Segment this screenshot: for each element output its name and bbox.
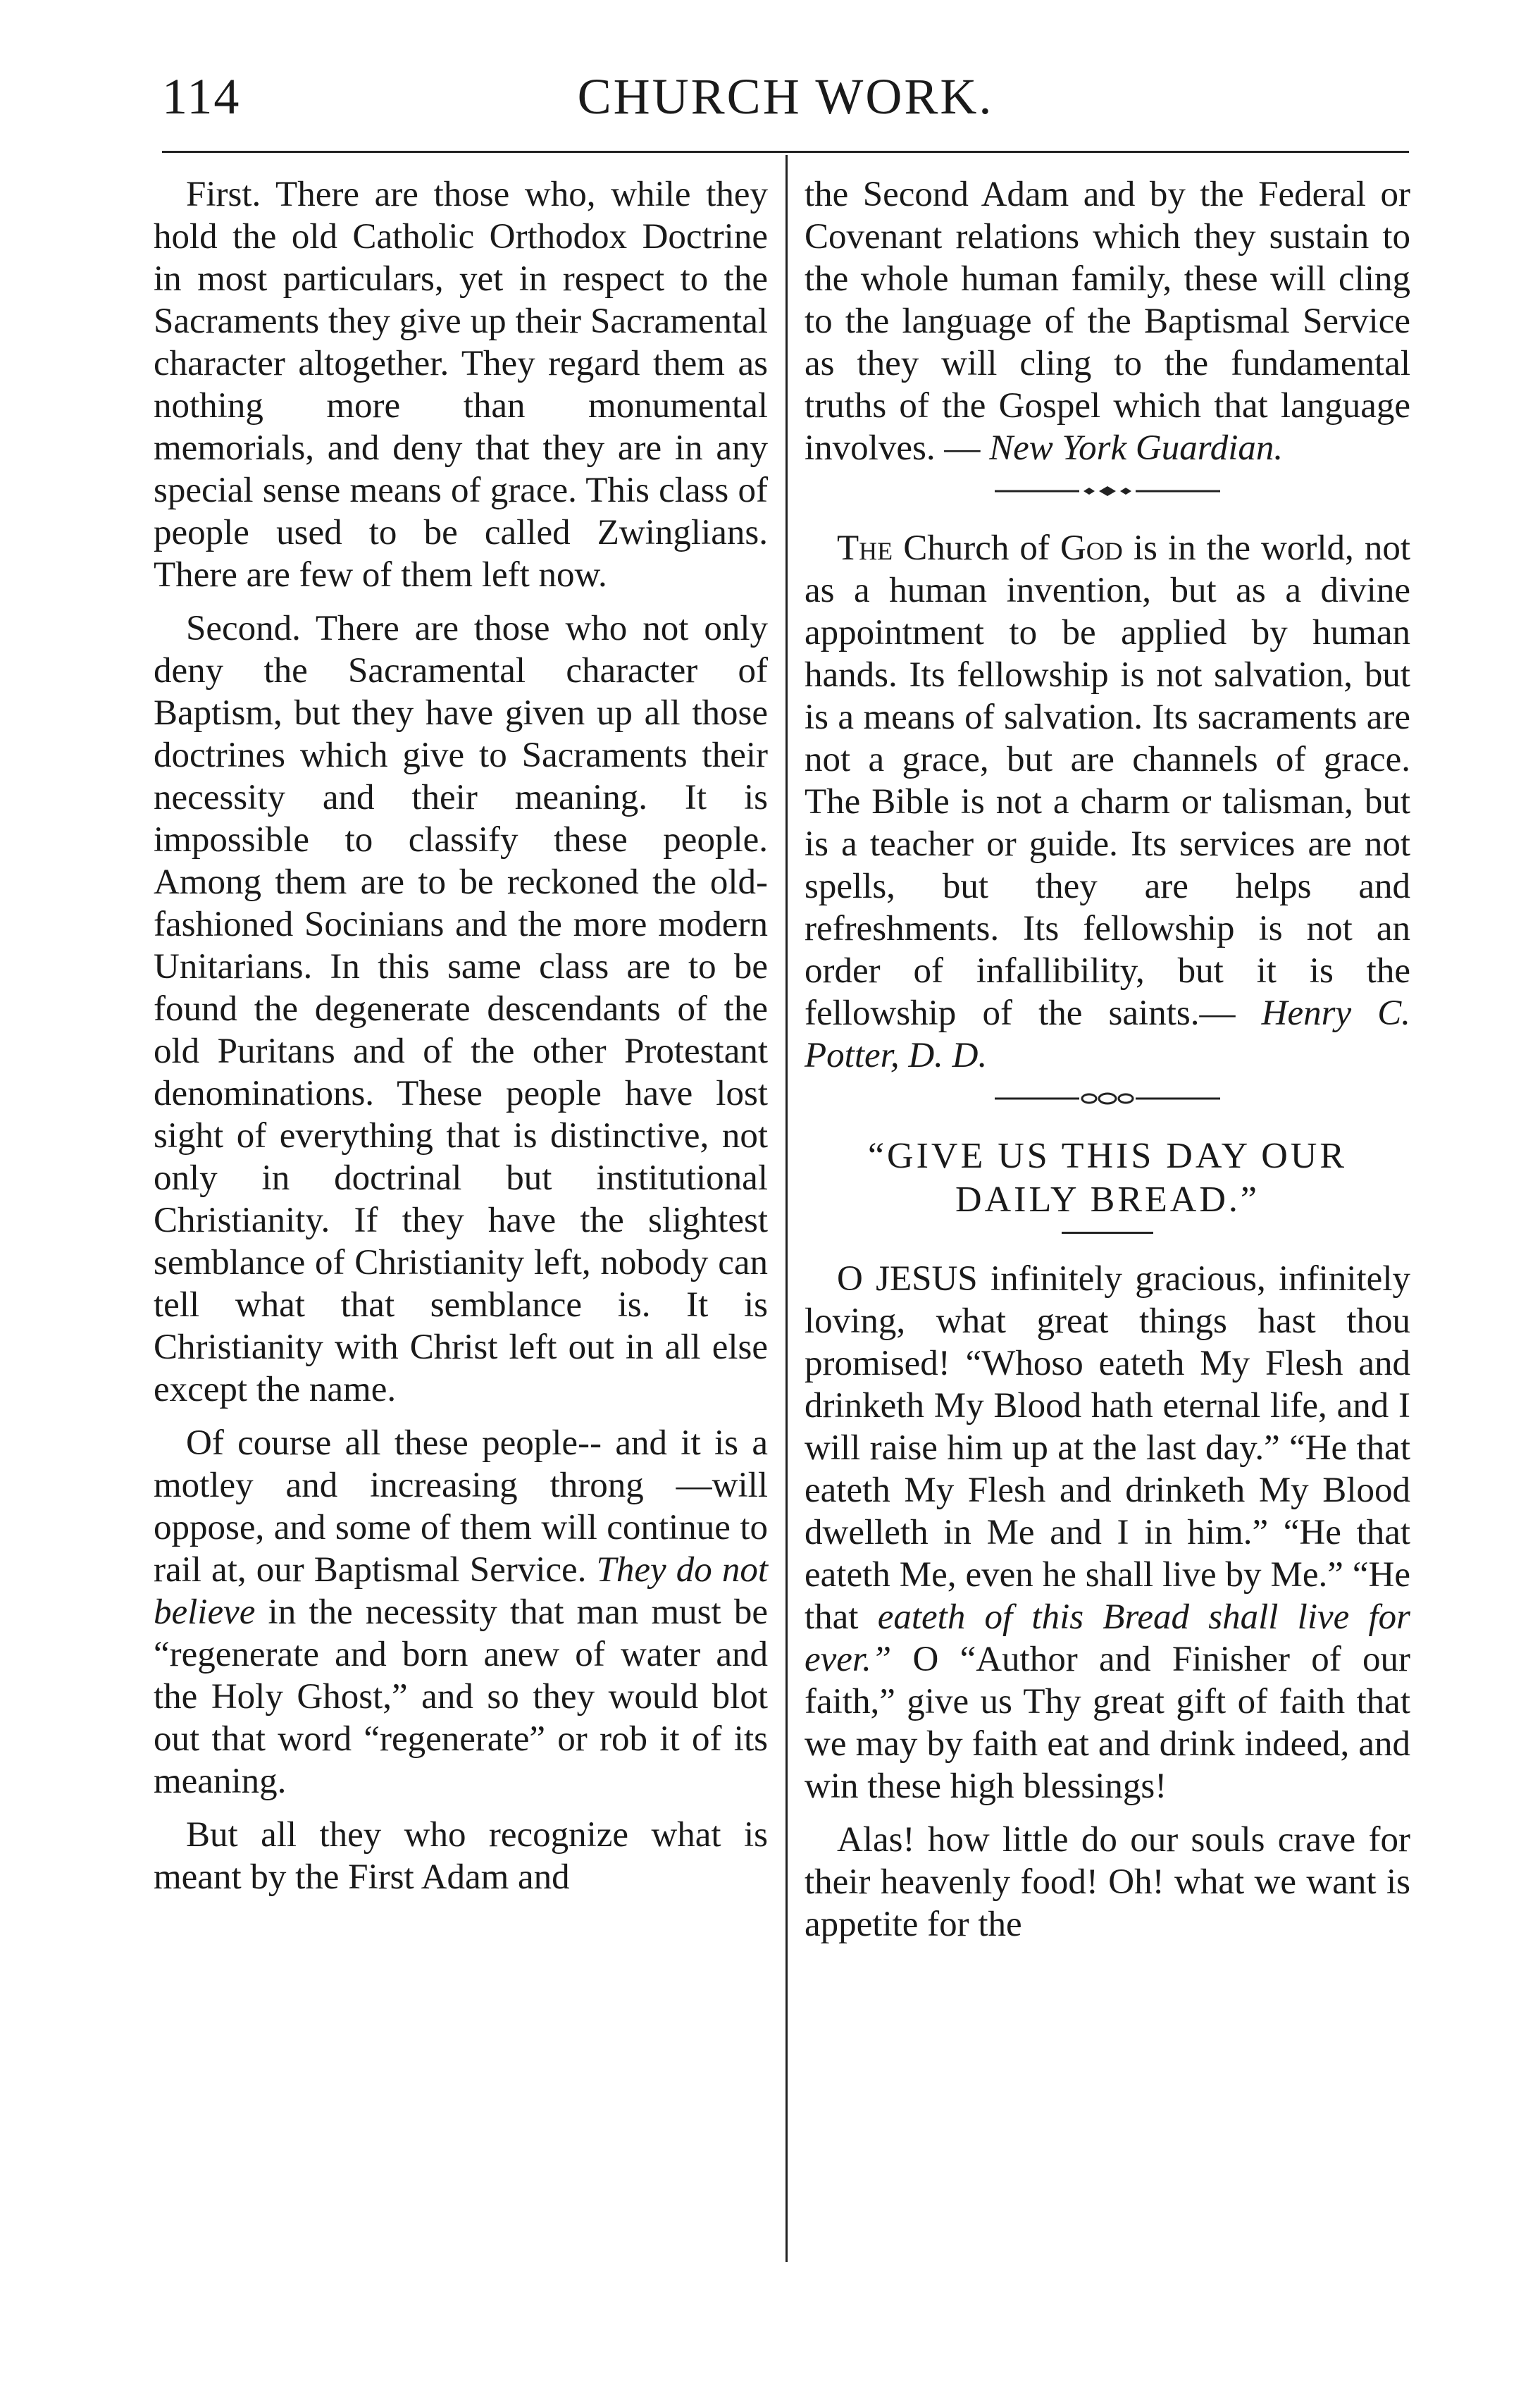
paragraph-second-adam bbox=[805, 173, 1410, 469]
paragraph-church-lead-god: God bbox=[1060, 528, 1123, 568]
section-title-line-1: “GIVE US THIS DAY OUR bbox=[867, 1136, 1348, 1176]
section-ornament-divider-2 bbox=[805, 1088, 1410, 1116]
paragraph-of-course-end: in the necessity that man must be “regenerate and born anew of water and the Holy Ghost,” and so they would blot out that word “regenerate” or rob it of its meaning. bbox=[154, 1593, 768, 1801]
attribution-henry-potter: Henry C. Potter, D. D. bbox=[805, 994, 1411, 1075]
page-number: 114 bbox=[162, 68, 241, 125]
paragraph-church-lead-the: The bbox=[837, 528, 893, 568]
section-title bbox=[805, 1134, 1410, 1222]
header-rule bbox=[162, 151, 1409, 153]
paragraph-of-course-start: Of course all these people-- and it is a motley and increasing throng —will oppose, and some of them will continue to rail at, our Baptismal Service. bbox=[154, 1423, 768, 1590]
short-rule bbox=[1062, 1232, 1153, 1234]
column-divider bbox=[785, 155, 788, 2262]
paragraph-church-lead-church: Church of bbox=[903, 528, 1050, 568]
running-title: CHURCH WORK. bbox=[577, 68, 994, 125]
paragraph-but-all: But all they who recognize what is meant by the First Adam and bbox=[154, 1815, 768, 1897]
section-title-line-2: DAILY BREAD.” bbox=[955, 1180, 1260, 1220]
paragraph-church-text: is in the world, not as a human invention, but as a divine appointment to be applied by human hands. Its fellowship is not salvation, but is a means of salvation. Its sacraments are not a grace, but are channels of grace. The Bible is not a charm or talisman, but is a teacher or guide. Its services are not spells, but they are helps and refreshments. Its fellowship is not an order of infallibility, but it is the fellowship of the saints.— bbox=[805, 528, 1410, 1033]
paragraph-o-jesus bbox=[805, 1258, 1410, 1807]
paragraph-o-jesus-end: O “Author and Finisher of our faith,” give us Thy great gift of faith that we may by faith eat and drink indeed, and win these high blessings! bbox=[805, 1640, 1410, 1806]
paragraph-of-course bbox=[154, 1422, 768, 1802]
page-header bbox=[162, 68, 1409, 145]
paragraph-o-jesus-start: O JESUS infinitely gracious, infinitely loving, what great things hast thou promised! “Whoso eateth My Flesh and drinketh My Blood hath eternal life, and I will raise him up at the last day.” “He that eateth My Flesh and drinketh My Blood dwelleth in Me and I in him.” “He that eateth Me, even he shall live by Me.” “He that bbox=[805, 1259, 1410, 1637]
paragraph-first: First. There are those who, while they hold the old Catholic Orthodox Doctrine in most particulars, yet in respect to the Sacraments they give up their Sacramental character altogether. They regard them as nothing more than monumental memorials, and deny that they are in any special sense means of grace. This class of people used to be called Zwinglians. There are few of them left now. bbox=[154, 175, 768, 595]
paragraph-o-jesus-italic: eateth of this Bread shall live for ever.” bbox=[805, 1597, 1410, 1679]
section-ornament-divider bbox=[805, 481, 1410, 509]
right-column bbox=[805, 173, 1410, 1957]
paragraph-second: Second. There are those who not only deny the Sacramental character of Baptism, but they have given up all those doctrines which give to Sacraments their necessity and their meaning. It is impossible to classify these people. Among them are to be reckoned the old-fashioned Socinians and the more modern Unitarians. In this same class are to be found the degenerate descendants of the old Puritans and of the other Protestant denominations. These people have lost sight of everything that is distinctive, not only in doctrinal but institutional Christianity. If they have the slightest semblance of Christianity left, nobody can tell what that semblance is. It is Christianity with Christ left out in all else except the name. bbox=[154, 609, 768, 1409]
paragraph-second-adam-text: the Second Adam and by the Federal or Covenant relations which they sustain to the whole human family, these will cling to the language of the Baptismal Service as they will cling to the fundamental truths of the Gospel which that language involves. — bbox=[805, 175, 1410, 468]
paragraph-church-of-god bbox=[805, 527, 1410, 1077]
paragraph-alas: Alas! how little do our souls crave for their heavenly food! Oh! what we want is appetite for the bbox=[805, 1820, 1410, 1944]
left-column bbox=[154, 173, 768, 1910]
paragraph-of-course-italic: They do not believe bbox=[154, 1550, 769, 1632]
attribution-new-york-guardian: New York Guardian. bbox=[989, 428, 1284, 468]
